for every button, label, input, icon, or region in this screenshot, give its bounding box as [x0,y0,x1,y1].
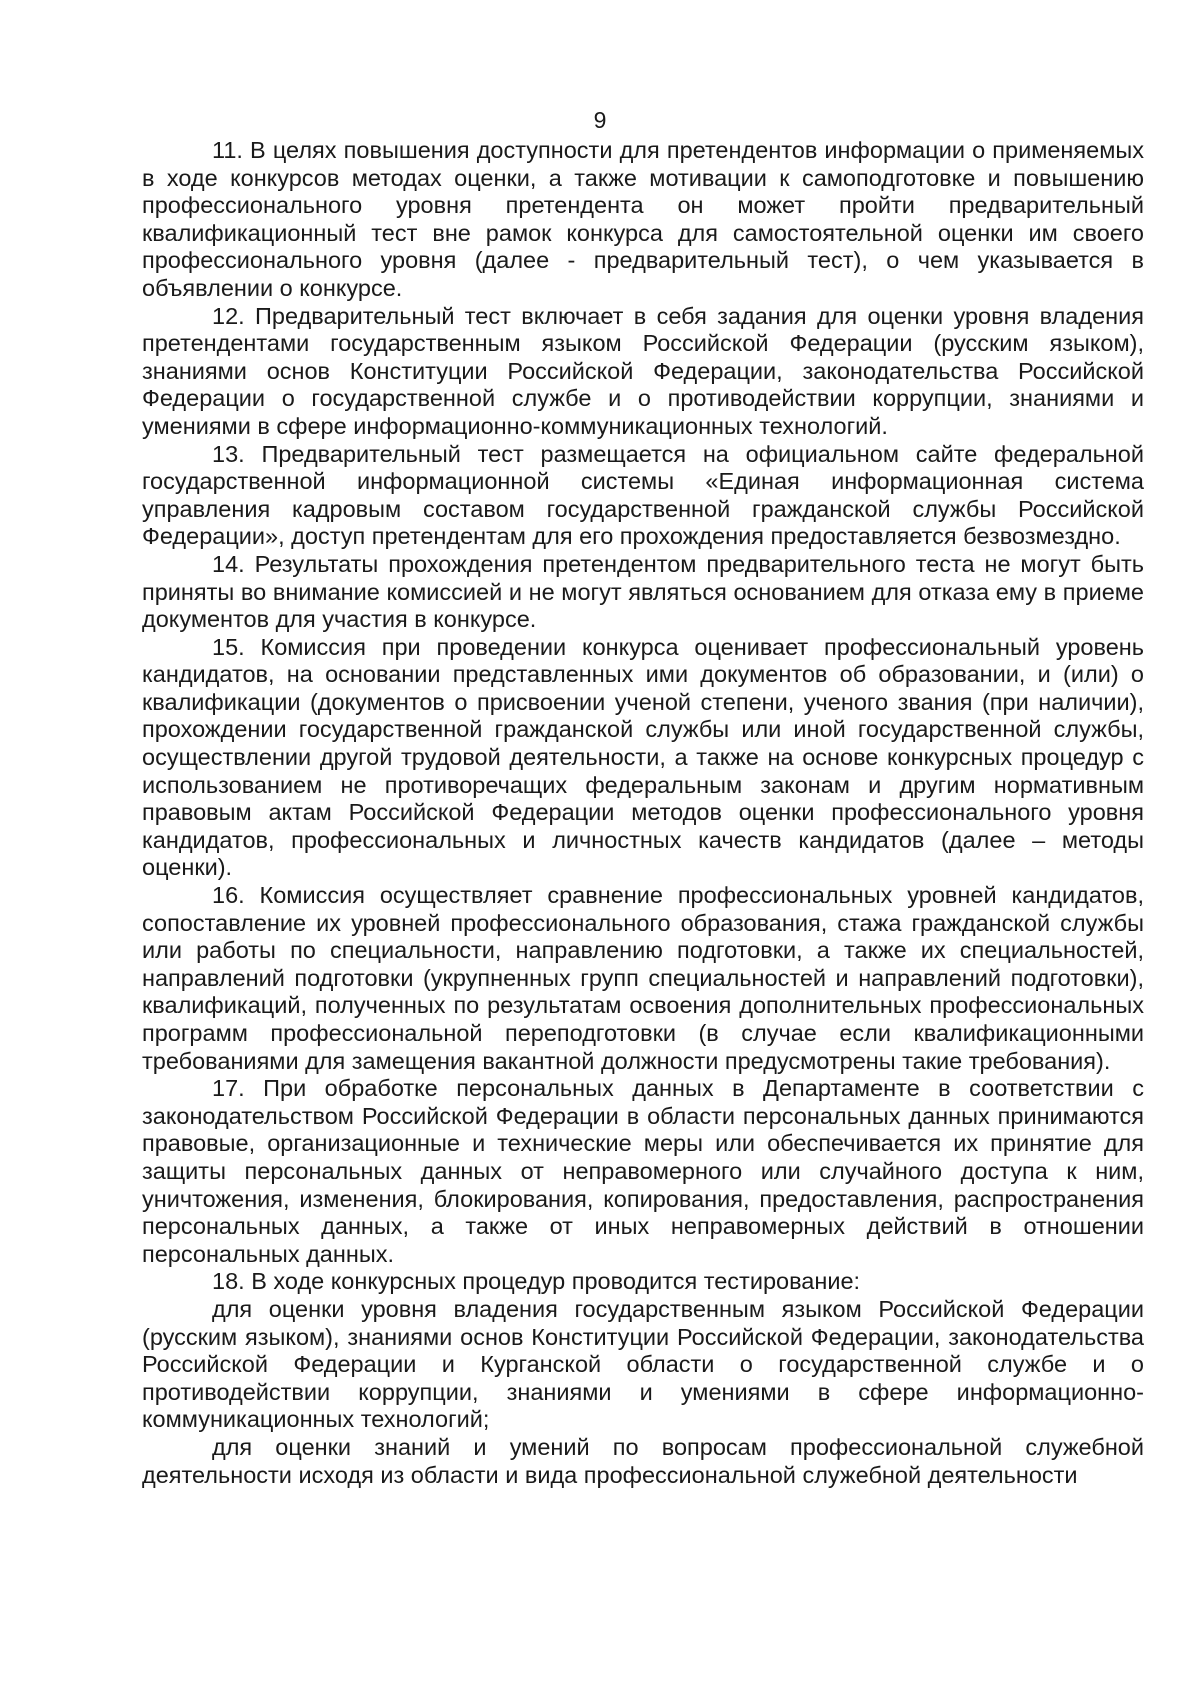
paragraph-13: 13. Предварительный тест размещается на официальном сайте федеральной государственной информационной системы «Единая информационная система управления кадровым составом государственной гражданской службы Российской Федерации», доступ претендентам для его прохождения предоставляется безвозмездно. [142,440,1144,550]
paragraph-14: 14. Результаты прохождения претендентом предварительного теста не могут быть приняты во внимание комиссией и не могут являться основанием для отказа ему в приеме документов для участия в конкурсе. [142,550,1144,633]
paragraph-15: 15. Комиссия при проведении конкурса оценивает профессиональный уровень кандидатов, на основании представленных ими документов об образовании, и (или) о квалификации (документов о присвоении ученой степени, ученого звания (при наличии), прохождении государственной гражданской службы или иной государственной службы, осуществлении другой трудовой деятельности, а также на основе конкурсных процедур с использованием не противоречащих федеральным законам и другим нормативным правовым актам Российской Федерации методов оценки профессионального уровня кандидатов, профессиональных и личностных качеств кандидатов (далее – методы оценки). [142,633,1144,881]
paragraph-16: 16. Комиссия осуществляет сравнение профессиональных уровней кандидатов, сопоставление их уровней профессионального образования, стажа гражданской службы или работы по специальности, направлению подготовки, а также их специальностей, направлений подготовки (укрупненных групп специальностей и направлений подготовки), квалификаций, полученных по результатам освоения дополнительных профессиональных программ профессиональной переподготовки (в случае если квалификационными требованиями для замещения вакантной должности предусмотрены такие требования). [142,882,1144,1074]
paragraph-18-item-2: для оценки знаний и умений по вопросам профессиональной служебной деятельности исходя из области и вида профессиональной служебной деятельности [142,1433,1144,1488]
paragraph-12: 12. Предварительный тест включает в себя задания для оценки уровня владения претендентами государственным языком Российской Федерации (русским языком), знаниями основ Конституции Российской Федерации, законодательства Российской Федерации о государственной службе и о противодействии коррупции, знаниями и умениями в сфере информационно-коммуникационных технологий. [142,302,1144,439]
document-body [142,137,1144,1489]
paragraph-17: 17. При обработке персональных данных в Департаменте в соответствии с законодательством Российской Федерации в области персональных данных принимаются правовые, организационные и технические меры или обеспечивается их принятие для защиты персональных данных от неправомерного или случайного доступа к ним, уничтожения, изменения, блокирования, копирования, предоставления, распространения персональных данных, а также от иных неправомерных действий в отношении персональных данных. [142,1075,1144,1267]
page-number: 9 [593,107,607,133]
paragraph-18: 18. В ходе конкурсных процедур проводится тестирование: [212,1268,861,1295]
paragraph-18-item-1: для оценки уровня владения государственным языком Российской Федерации (русским языком), знаниями основ Конституции Российской Федерации, законодательства Российской Федерации и Курганской области о государственной службе и о противодействии коррупции, знаниями и умениями в сфере информационно-коммуникационных технологий; [142,1295,1144,1433]
paragraph-11: 11. В целях повышения доступности для претендентов информации о применяемых в ходе конкурсов методах оценки, а также мотивации к самоподготовке и повышению профессионального уровня претендента он может пройти предварительный квалификационный тест вне рамок конкурса для самостоятельной оценки им своего профессионального уровня (далее - предварительный тест), о чем указывается в объявлении о конкурсе. [142,137,1144,301]
